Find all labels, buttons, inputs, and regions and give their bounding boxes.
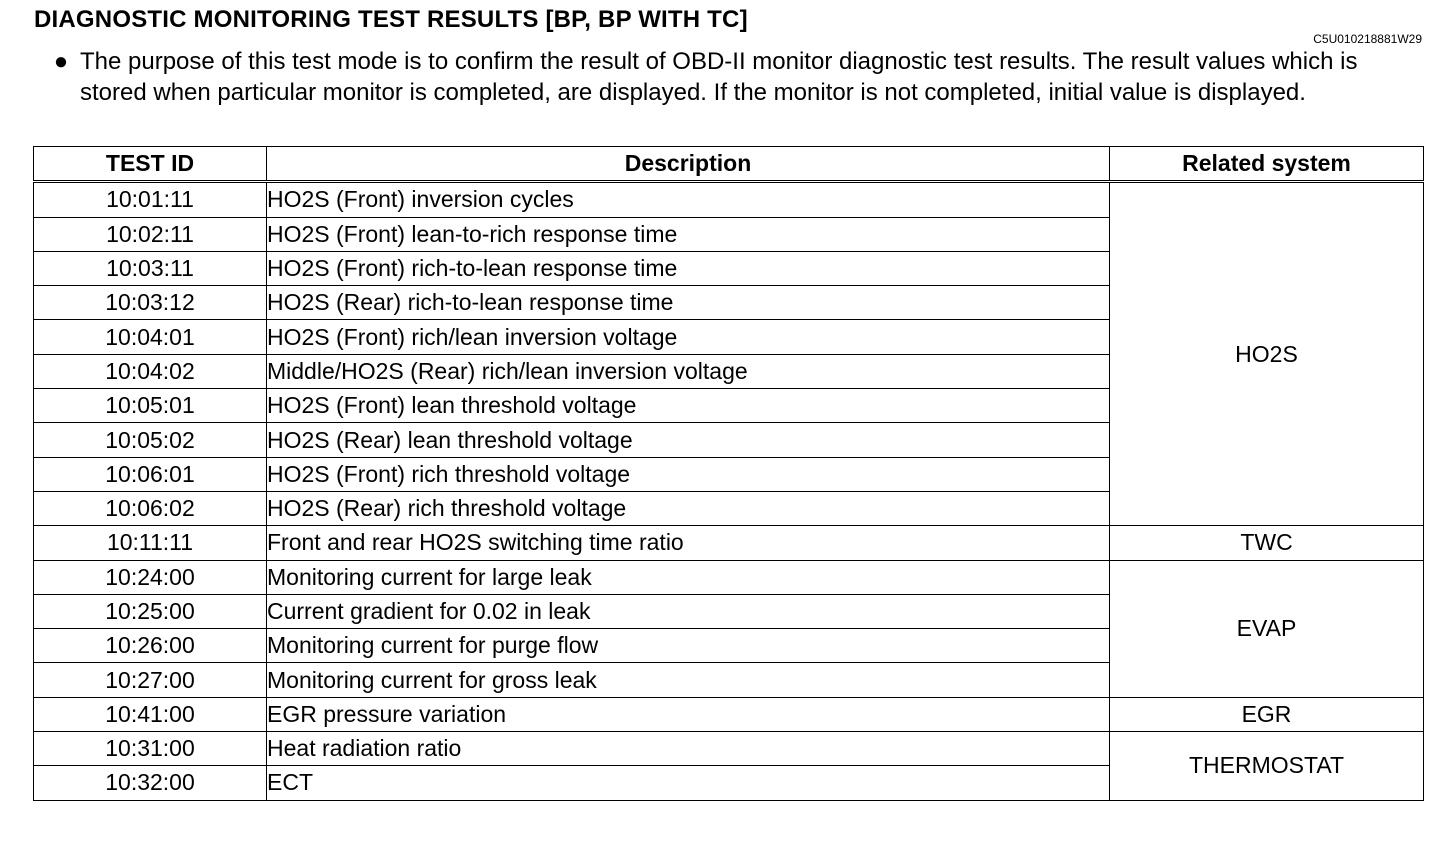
- test-id-cell: 10:25:00: [34, 594, 267, 628]
- test-id-cell: 10:02:11: [34, 217, 267, 251]
- table-row: [34, 526, 1424, 560]
- table-row: [34, 182, 1424, 217]
- test-id-cell: 10:24:00: [34, 560, 267, 594]
- description-cell: HO2S (Front) rich threshold voltage: [267, 457, 1110, 491]
- test-id-cell: 10:41:00: [34, 697, 267, 731]
- test-id-cell: 10:04:02: [34, 354, 267, 388]
- system-cell-thermostat: THERMOSTAT: [1110, 732, 1424, 801]
- test-id-cell: 10:03:11: [34, 251, 267, 285]
- test-id-cell: 10:05:01: [34, 389, 267, 423]
- header-description: Description: [267, 147, 1110, 182]
- bullet-icon: ●: [53, 48, 69, 75]
- test-id-cell: 10:06:01: [34, 457, 267, 491]
- system-cell-twc: TWC: [1110, 526, 1424, 560]
- test-results-table: [33, 146, 1424, 801]
- description-cell: Monitoring current for large leak: [267, 560, 1110, 594]
- test-id-cell: 10:26:00: [34, 629, 267, 663]
- test-id-cell: 10:04:01: [34, 320, 267, 354]
- description-cell: ECT: [267, 766, 1110, 800]
- purpose-bullet: [48, 47, 1388, 108]
- test-id-cell: 10:32:00: [34, 766, 267, 800]
- system-cell-ho2s: HO2S: [1110, 182, 1424, 526]
- description-cell: HO2S (Front) rich-to-lean response time: [267, 251, 1110, 285]
- description-cell: Middle/HO2S (Rear) rich/lean inversion voltage: [267, 354, 1110, 388]
- description-cell: Monitoring current for purge flow: [267, 629, 1110, 663]
- description-cell: Front and rear HO2S switching time ratio: [267, 526, 1110, 560]
- description-cell: Monitoring current for gross leak: [267, 663, 1110, 697]
- test-id-cell: 10:31:00: [34, 732, 267, 766]
- system-cell-egr: EGR: [1110, 697, 1424, 731]
- test-id-cell: 10:03:12: [34, 286, 267, 320]
- table-row: [34, 697, 1424, 731]
- description-cell: EGR pressure variation: [267, 697, 1110, 731]
- test-id-cell: 10:05:02: [34, 423, 267, 457]
- test-id-cell: 10:27:00: [34, 663, 267, 697]
- description-cell: HO2S (Front) lean-to-rich response time: [267, 217, 1110, 251]
- test-id-cell: 10:06:02: [34, 491, 267, 525]
- header-related-system: Related system: [1110, 147, 1424, 182]
- description-cell: HO2S (Rear) lean threshold voltage: [267, 423, 1110, 457]
- description-cell: Heat radiation ratio: [267, 732, 1110, 766]
- header-test-id: TEST ID: [34, 147, 267, 182]
- table-row: [34, 732, 1424, 766]
- description-cell: HO2S (Rear) rich-to-lean response time: [267, 286, 1110, 320]
- document-code: C5U010218881W29: [1313, 32, 1422, 46]
- description-cell: HO2S (Front) rich/lean inversion voltage: [267, 320, 1110, 354]
- test-id-cell: 10:11:11: [34, 526, 267, 560]
- description-cell: HO2S (Front) lean threshold voltage: [267, 389, 1110, 423]
- description-cell: HO2S (Front) inversion cycles: [267, 182, 1110, 217]
- table-header-row: [34, 147, 1424, 182]
- test-id-cell: 10:01:11: [34, 182, 267, 217]
- table-row: [34, 560, 1424, 594]
- description-cell: Current gradient for 0.02 in leak: [267, 594, 1110, 628]
- purpose-text: The purpose of this test mode is to confirm the result of OBD-II monitor diagnostic test results. The result values which is stored when particular monitor is completed, are displayed. If the monitor is not completed, initial value is displayed.: [80, 48, 1358, 106]
- system-cell-evap: EVAP: [1110, 560, 1424, 697]
- page-title: DIAGNOSTIC MONITORING TEST RESULTS [BP, BP WITH TC]: [34, 6, 748, 33]
- description-cell: HO2S (Rear) rich threshold voltage: [267, 491, 1110, 525]
